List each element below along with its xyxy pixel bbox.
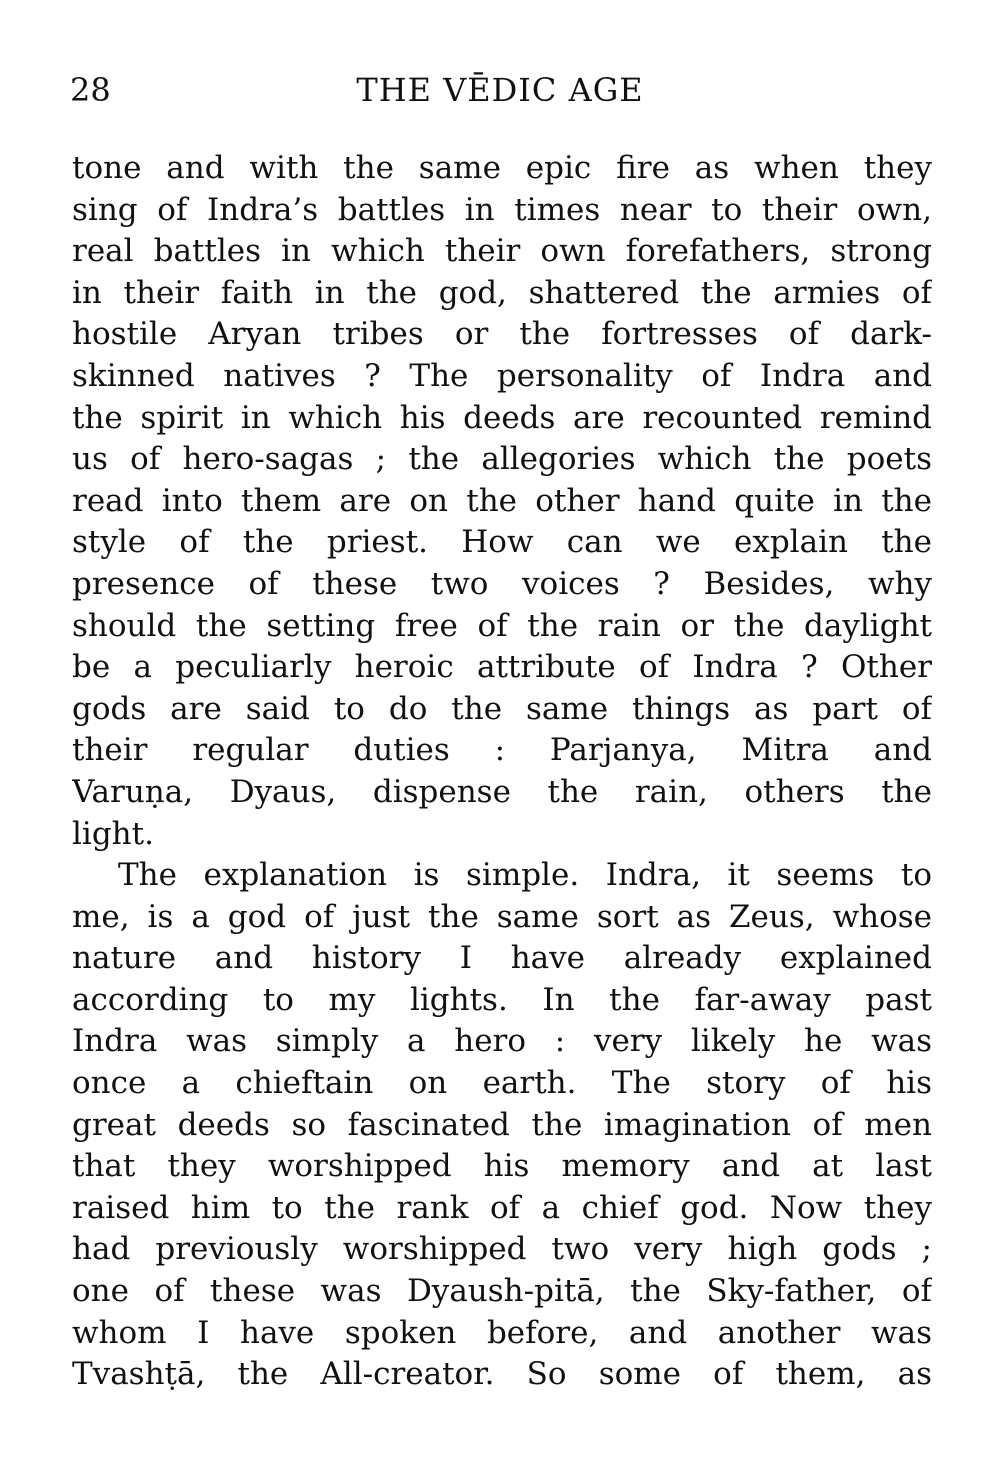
text-line: according to my lights. In the far-away past (72, 981, 932, 1018)
text-line: style of the priest. How can we explain the (72, 524, 932, 561)
text-line: hostile Aryan tribes or the fortresses of dark- (72, 316, 932, 353)
text-line: the spirit in which his deeds are recounted remind (72, 399, 932, 436)
text-line: had previously worshipped two very high gods ; (72, 1231, 932, 1268)
page-number: 28 (70, 71, 111, 109)
body-text (72, 148, 932, 1396)
text-line: presence of these two voices ? Besides, why (72, 565, 932, 602)
running-title: THE VĒDIC AGE (356, 71, 644, 109)
text-line: Varuṇa, Dyaus, dispense the rain, others the (72, 773, 932, 810)
text-line: real battles in which their own forefathers, strong (72, 233, 932, 270)
text-line: that they worshipped his memory and at last (72, 1148, 932, 1185)
paragraph-end-line: light. (72, 815, 154, 852)
text-line: should the setting free of the rain or the daylight (72, 607, 932, 644)
text-line: nature and history I have already explained (72, 940, 932, 977)
text-line: skinned natives ? The personality of Indra and (72, 357, 932, 394)
text-line: whom I have spoken before, and another was (72, 1314, 932, 1351)
page-header (70, 68, 930, 112)
text-line: raised him to the rank of a chief god. Now they (72, 1189, 932, 1226)
text-line: their regular duties : Parjanya, Mitra and (72, 732, 932, 769)
text-line: be a peculiarly heroic attribute of Indra ? Other (72, 649, 932, 686)
text-line: gods are said to do the same things as part of (72, 690, 932, 727)
text-line: great deeds so fascinated the imagination of men (72, 1106, 932, 1143)
text-line: tone and with the same epic fire as when they (72, 150, 932, 186)
text-line: in their faith in the god, shattered the armies of (72, 274, 932, 311)
text-line: once a chieftain on earth. The story of his (72, 1065, 932, 1102)
text-line: Indra was simply a hero : very likely he was (72, 1023, 932, 1060)
text-line: Tvashṭā, the All-creator. So some of them, as (72, 1356, 932, 1393)
paragraph-start-line: The explanation is simple. Indra, it seems to (118, 857, 932, 894)
text-line: one of these was Dyaush-pitā, the Sky-father, of (72, 1273, 932, 1310)
text-line: me, is a god of just the same sort as Zeus, whose (72, 898, 932, 935)
text-line: read into them are on the other hand quite in the (72, 482, 932, 519)
text-line: us of hero-sagas ; the allegories which the poets (72, 441, 932, 478)
text-line: sing of Indra’s battles in times near to their own, (72, 191, 932, 228)
